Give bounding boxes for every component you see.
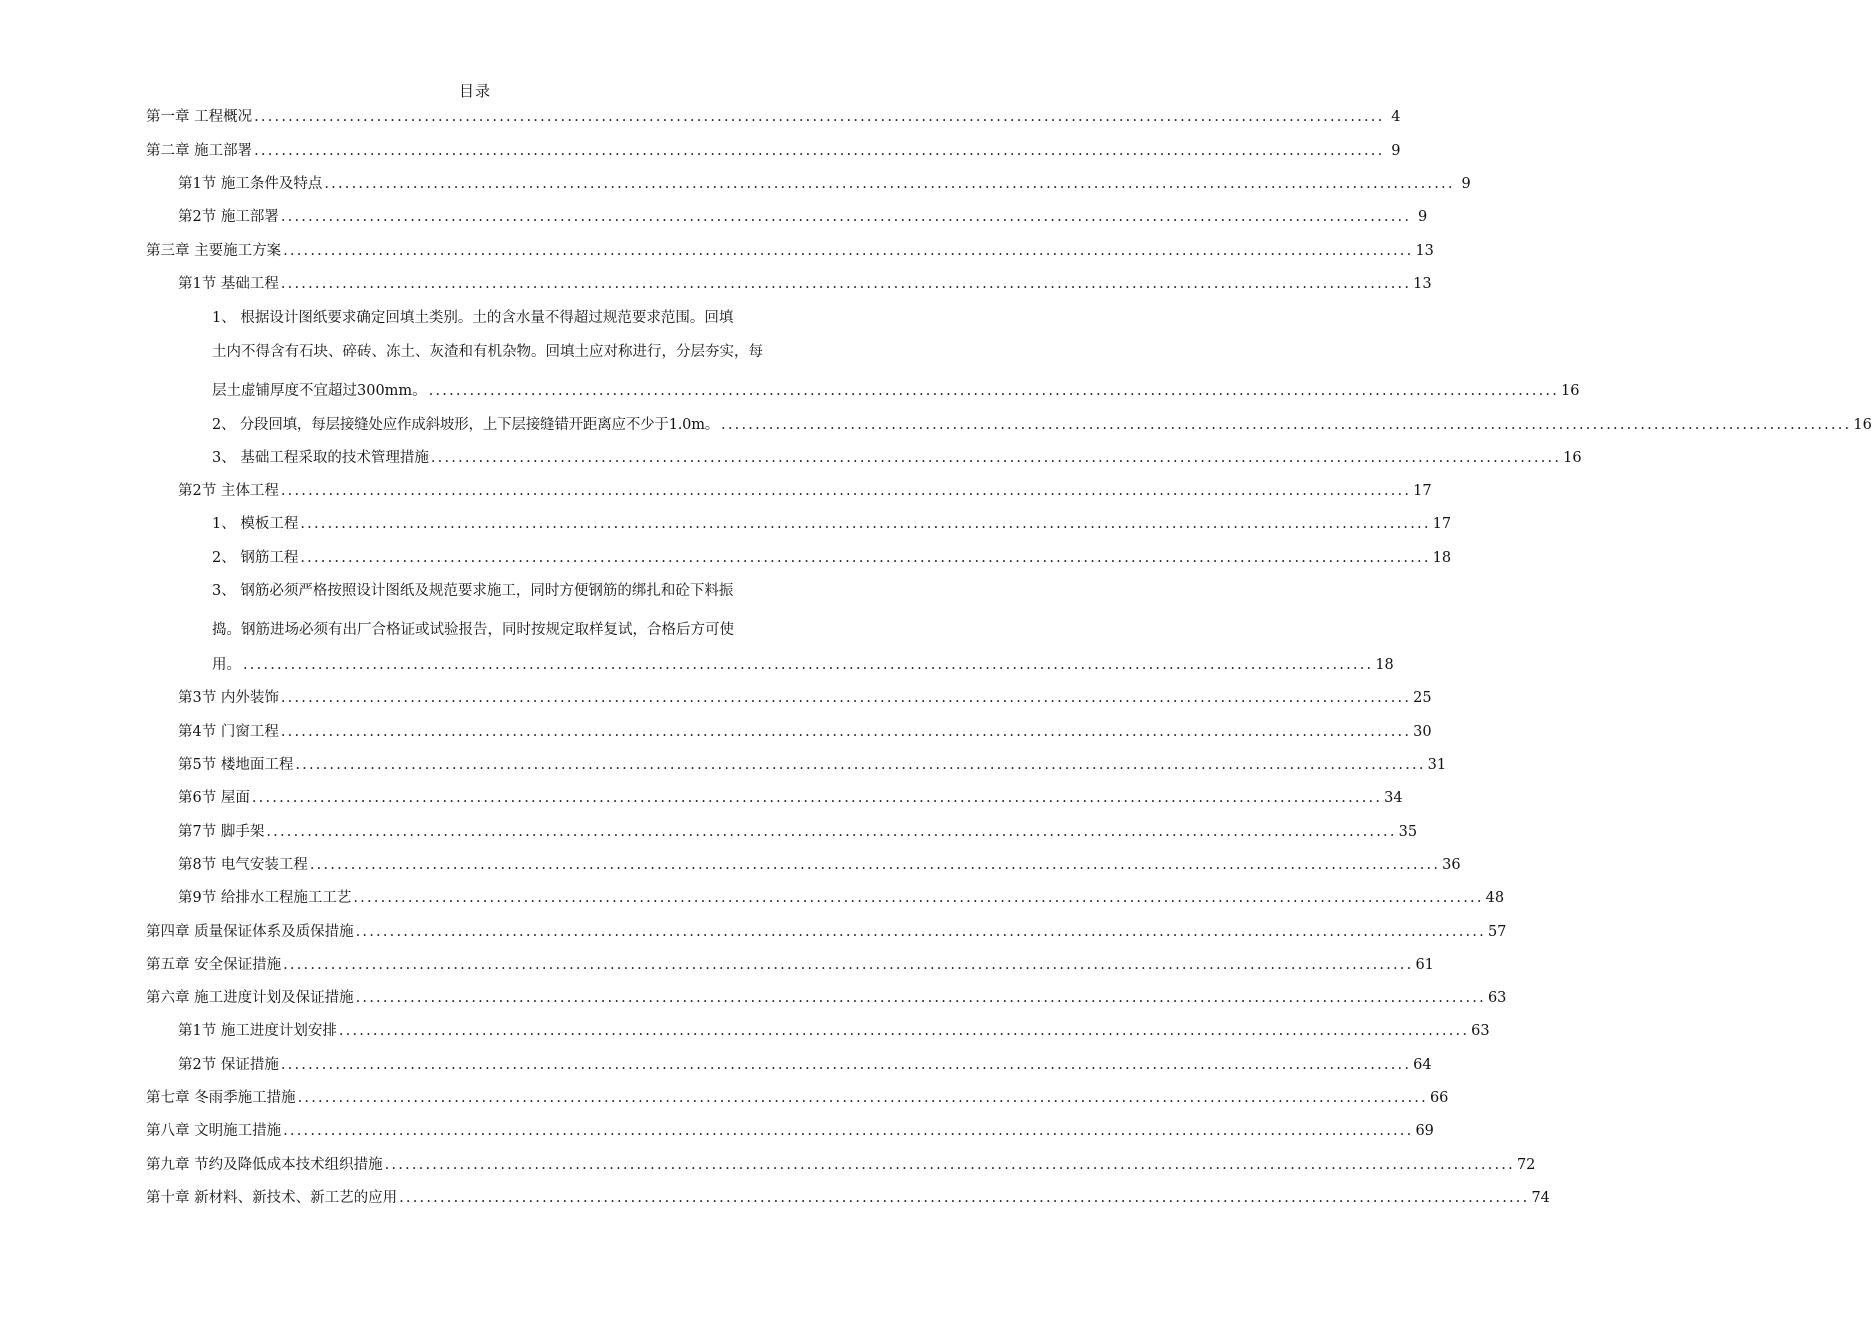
toc-label: 第2节 保证措施 [178, 1057, 279, 1073]
toc-label: 第2节 施工部署 [178, 209, 279, 225]
toc-entry-chapter-8[interactable] [0, 1121, 1434, 1141]
toc-entry-chapter-3[interactable] [0, 241, 1434, 261]
toc-page-number: 69 [1415, 1123, 1434, 1139]
toc-row [146, 1088, 1449, 1108]
toc-row [146, 241, 1434, 261]
toc-label: 第二章 施工部署 [146, 143, 253, 159]
toc-page-number: 16 [1561, 383, 1580, 399]
toc-row [212, 381, 1580, 401]
dot-leader: ...................................................................................................................................................................... [283, 957, 1414, 973]
dot-leader: ...................................................................................................................................................................... [280, 209, 1412, 225]
dot-leader: ...................................................................................................................................................................... [355, 924, 1486, 940]
toc-page-number: 35 [1398, 824, 1418, 840]
toc-entry-section[interactable] [0, 822, 1418, 842]
toc-row [146, 141, 1401, 161]
dot-leader: ...................................................................................................................................................................... [280, 1057, 1412, 1073]
toc-entry-section[interactable] [0, 688, 1432, 708]
toc-label: 第7节 脚手架 [178, 824, 265, 840]
toc-row [178, 888, 1505, 908]
dot-leader: ...................................................................................................................................................................... [243, 657, 1374, 673]
dot-leader: ...................................................................................................................................................................... [324, 176, 1455, 192]
toc-entry-chapter-5[interactable] [0, 955, 1434, 975]
toc-page-number: 48 [1485, 890, 1505, 906]
toc-row [212, 548, 1452, 568]
toc-entry-subitem[interactable] [0, 381, 1580, 401]
dot-leader: ...................................................................................................................................................................... [309, 857, 1441, 873]
toc-entry-section[interactable] [0, 755, 1447, 775]
toc-row [146, 1121, 1434, 1141]
toc-label: 第9节 给排水工程施工工艺 [178, 890, 352, 906]
dot-leader: ...................................................................................................................................................................... [251, 790, 1383, 806]
toc-entry-subitem[interactable] [0, 514, 1452, 534]
toc-page-number: 17 [1413, 483, 1432, 499]
dot-leader: ...................................................................................................................................................................... [430, 450, 1562, 466]
toc-label: 第4节 门窗工程 [178, 724, 279, 740]
toc-row [212, 514, 1452, 534]
toc-page-number: 13 [1415, 243, 1434, 259]
toc-page-number: 18 [1375, 657, 1394, 673]
toc-page-number: 9 [1461, 176, 1471, 192]
toc-page-number: 74 [1531, 1190, 1550, 1206]
toc-entry-section[interactable] [0, 888, 1505, 908]
toc-page-number: 9 [1391, 143, 1401, 159]
dot-leader: ...................................................................................................................................................................... [280, 276, 1412, 292]
toc-row [178, 788, 1403, 808]
toc-entry-chapter-9[interactable] [0, 1155, 1536, 1175]
dot-leader: ...................................................................................................................................................................... [338, 1023, 1470, 1039]
dot-leader: ...................................................................................................................................................................... [721, 417, 1852, 433]
toc-row [212, 448, 1582, 468]
toc-label: 第6节 屋面 [178, 790, 250, 806]
toc-label: 第三章 主要施工方案 [146, 243, 282, 259]
toc-entry-section[interactable] [0, 722, 1432, 742]
toc-row [178, 688, 1432, 708]
toc-row [178, 174, 1471, 194]
toc-row [146, 988, 1507, 1008]
dot-leader: ...................................................................................................................................................................... [355, 990, 1486, 1006]
toc-label: 第九章 节约及降低成本技术组织措施 [146, 1157, 383, 1173]
toc-entry-section[interactable] [0, 1055, 1432, 1075]
toc-row [178, 481, 1432, 501]
toc-label: 第3节 内外装饰 [178, 690, 279, 706]
toc-label: 2、 分段回填，每层接缝处应作成斜坡形，上下层接缝错开距离应不少于1.0m。 [212, 417, 720, 433]
toc-row [178, 822, 1418, 842]
toc-label: 第七章 冬雨季施工措施 [146, 1090, 296, 1106]
toc-page-number: 17 [1432, 516, 1452, 532]
toc-entry-section[interactable] [0, 855, 1461, 875]
toc-page-number: 34 [1384, 790, 1403, 806]
toc-page-number: 64 [1413, 1057, 1432, 1073]
toc-entry-chapter-4[interactable] [0, 922, 1507, 942]
toc-label: 第5节 楼地面工程 [178, 757, 294, 773]
dot-leader: ...................................................................................................................................................................... [266, 824, 1397, 840]
dot-leader: ...................................................................................................................................................................... [295, 757, 1426, 773]
toc-row [178, 755, 1447, 775]
toc-entry-section[interactable] [0, 174, 1471, 194]
toc-row [178, 1021, 1490, 1041]
toc-row [178, 1055, 1432, 1075]
dot-leader: ...................................................................................................................................................................... [283, 1123, 1414, 1139]
toc-entry-section[interactable] [0, 788, 1403, 808]
toc-label: 第1节 施工进度计划安排 [178, 1023, 337, 1039]
toc-entry-text-line: 1、 根据设计图纸要求确定回填土类别。土的含水量不得超过规范要求范围。回填 [212, 310, 734, 326]
toc-page-number: 16 [1563, 450, 1582, 466]
toc-row [146, 1188, 1550, 1208]
toc-page-number: 13 [1413, 276, 1432, 292]
dot-leader: ...................................................................................................................................................................... [254, 143, 1385, 159]
toc-label: 用。 [212, 657, 241, 673]
toc-entry-section[interactable] [0, 481, 1432, 501]
toc-entry-section[interactable] [0, 1021, 1490, 1041]
toc-entry-subitem[interactable] [0, 548, 1452, 568]
toc-entry-chapter-10[interactable] [0, 1188, 1550, 1208]
toc-entry-subitem[interactable] [0, 655, 1394, 675]
toc-label: 第五章 安全保证措施 [146, 957, 282, 973]
dot-leader: ...................................................................................................................................................................... [300, 550, 1431, 566]
dot-leader: ...................................................................................................................................................................... [283, 243, 1414, 259]
toc-page-number: 9 [1417, 209, 1428, 225]
toc-label: 第2节 主体工程 [178, 483, 279, 499]
toc-row [146, 1155, 1536, 1175]
toc-page-number: 18 [1432, 550, 1452, 566]
dot-leader: ...................................................................................................................................................................... [280, 724, 1412, 740]
toc-label: 第六章 施工进度计划及保证措施 [146, 990, 354, 1006]
toc-page-number: 30 [1413, 724, 1432, 740]
toc-row [212, 655, 1394, 675]
toc-row [212, 415, 1872, 435]
toc-entry-subitem[interactable] [0, 448, 1582, 468]
dot-leader: ...................................................................................................................................................................... [399, 1190, 1530, 1206]
toc-label: 第1节 基础工程 [178, 276, 279, 292]
toc-label: 第四章 质量保证体系及质保措施 [146, 924, 354, 940]
toc-entry-text-line: 3、 钢筋必须严格按照设计图纸及规范要求施工，同时方便钢筋的绑扎和砼下料振 [212, 583, 734, 599]
toc-page-number: 57 [1487, 924, 1507, 940]
toc-entry-chapter-7[interactable] [0, 1088, 1449, 1108]
toc-row [178, 722, 1432, 742]
toc-entry-subitem[interactable] [0, 415, 1872, 435]
dot-leader: ...................................................................................................................................................................... [384, 1157, 1515, 1173]
toc-page-number: 61 [1415, 957, 1434, 973]
dot-leader: ...................................................................................................................................................................... [428, 383, 1560, 399]
toc-entry-text-line: 土内不得含有石块、碎砖、冻土、灰渣和有机杂物。回填土应对称进行，分层夯实，每 [212, 344, 763, 360]
toc-entry-section[interactable] [0, 207, 1428, 227]
toc-page-number: 4 [1391, 109, 1401, 125]
toc-label: 第1节 施工条件及特点 [178, 176, 323, 192]
toc-page-number: 63 [1471, 1023, 1490, 1039]
toc-row [146, 922, 1507, 942]
dot-leader: ...................................................................................................................................................................... [254, 109, 1385, 125]
toc-entry-text-line: 捣。钢筋进场必须有出厂合格证或试验报告，同时按规定取样复试，合格后方可使 [212, 622, 734, 638]
dot-leader: ...................................................................................................................................................................... [353, 890, 1484, 906]
toc-label: 1、 模板工程 [212, 516, 299, 532]
toc-row [178, 274, 1432, 294]
toc-entry-chapter-1[interactable] [0, 107, 1401, 127]
toc-row [178, 855, 1461, 875]
toc-label: 第一章 工程概况 [146, 109, 253, 125]
toc-page-number: 66 [1429, 1090, 1449, 1106]
toc-row [146, 955, 1434, 975]
toc-label: 3、 基础工程采取的技术管理措施 [212, 450, 429, 466]
toc-label: 第十章 新材料、新技术、新工艺的应用 [146, 1190, 398, 1206]
toc-label: 第八章 文明施工措施 [146, 1123, 282, 1139]
toc-title: 目录 [458, 82, 491, 100]
toc-label: 层土虚铺厚度不宜超过300mm。 [212, 383, 427, 399]
toc-page-number: 25 [1413, 690, 1432, 706]
dot-leader: ...................................................................................................................................................................... [280, 690, 1412, 706]
toc-label: 2、 钢筋工程 [212, 550, 299, 566]
dot-leader: ...................................................................................................................................................................... [300, 516, 1431, 532]
toc-page-number: 63 [1487, 990, 1507, 1006]
toc-label: 第8节 电气安装工程 [178, 857, 308, 873]
toc-row [178, 207, 1428, 227]
dot-leader: ...................................................................................................................................................................... [297, 1090, 1428, 1106]
toc-entry-chapter-2[interactable] [0, 141, 1401, 161]
toc-page-number: 31 [1427, 757, 1447, 773]
dot-leader: ...................................................................................................................................................................... [280, 483, 1412, 499]
toc-page-number: 72 [1516, 1157, 1536, 1173]
toc-page-number: 16 [1853, 417, 1872, 433]
toc-entry-section[interactable] [0, 274, 1432, 294]
toc-entry-chapter-6[interactable] [0, 988, 1507, 1008]
toc-row [146, 107, 1401, 127]
toc-page-number: 36 [1442, 857, 1461, 873]
